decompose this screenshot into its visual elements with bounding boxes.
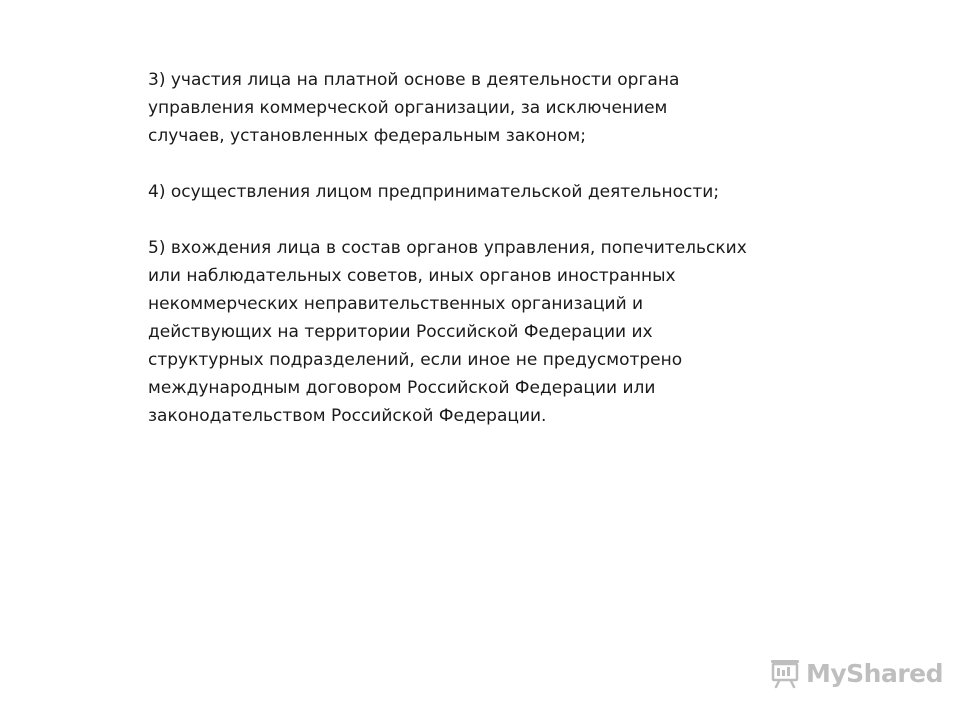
paragraph-line: международным договором Российской Федерации или xyxy=(148,378,656,398)
myshared-watermark xyxy=(768,655,943,691)
paragraph-line: 3) участия лица на платной основе в деятельности органа xyxy=(148,70,680,90)
paragraph-line: 4) осуществления лицом предпринимательской деятельности; xyxy=(148,182,720,202)
paragraph-line: управления коммерческой организации, за исключением xyxy=(148,98,668,118)
projector-screen-icon xyxy=(768,656,802,690)
paragraph-item-5 xyxy=(148,234,848,430)
slide-body xyxy=(148,66,848,430)
watermark-text: MyShared xyxy=(806,658,944,688)
paragraph-line: структурных подразделений, если иное не предусмотрено xyxy=(148,350,683,370)
paragraph-line: случаев, установленных федеральным законом; xyxy=(148,126,586,146)
paragraph-line: или наблюдательных советов, иных органов иностранных xyxy=(148,266,676,286)
paragraph-item-3 xyxy=(148,66,848,150)
paragraph-item-4 xyxy=(148,178,848,206)
paragraph-line: действующих на территории Российской Федерации их xyxy=(148,322,653,342)
paragraph-line: некоммерческих неправительственных организаций и xyxy=(148,294,644,314)
paragraph-line: 5) вхождения лица в состав органов управления, попечительских xyxy=(148,238,747,258)
paragraph-line: законодательством Российской Федерации. xyxy=(148,406,547,426)
